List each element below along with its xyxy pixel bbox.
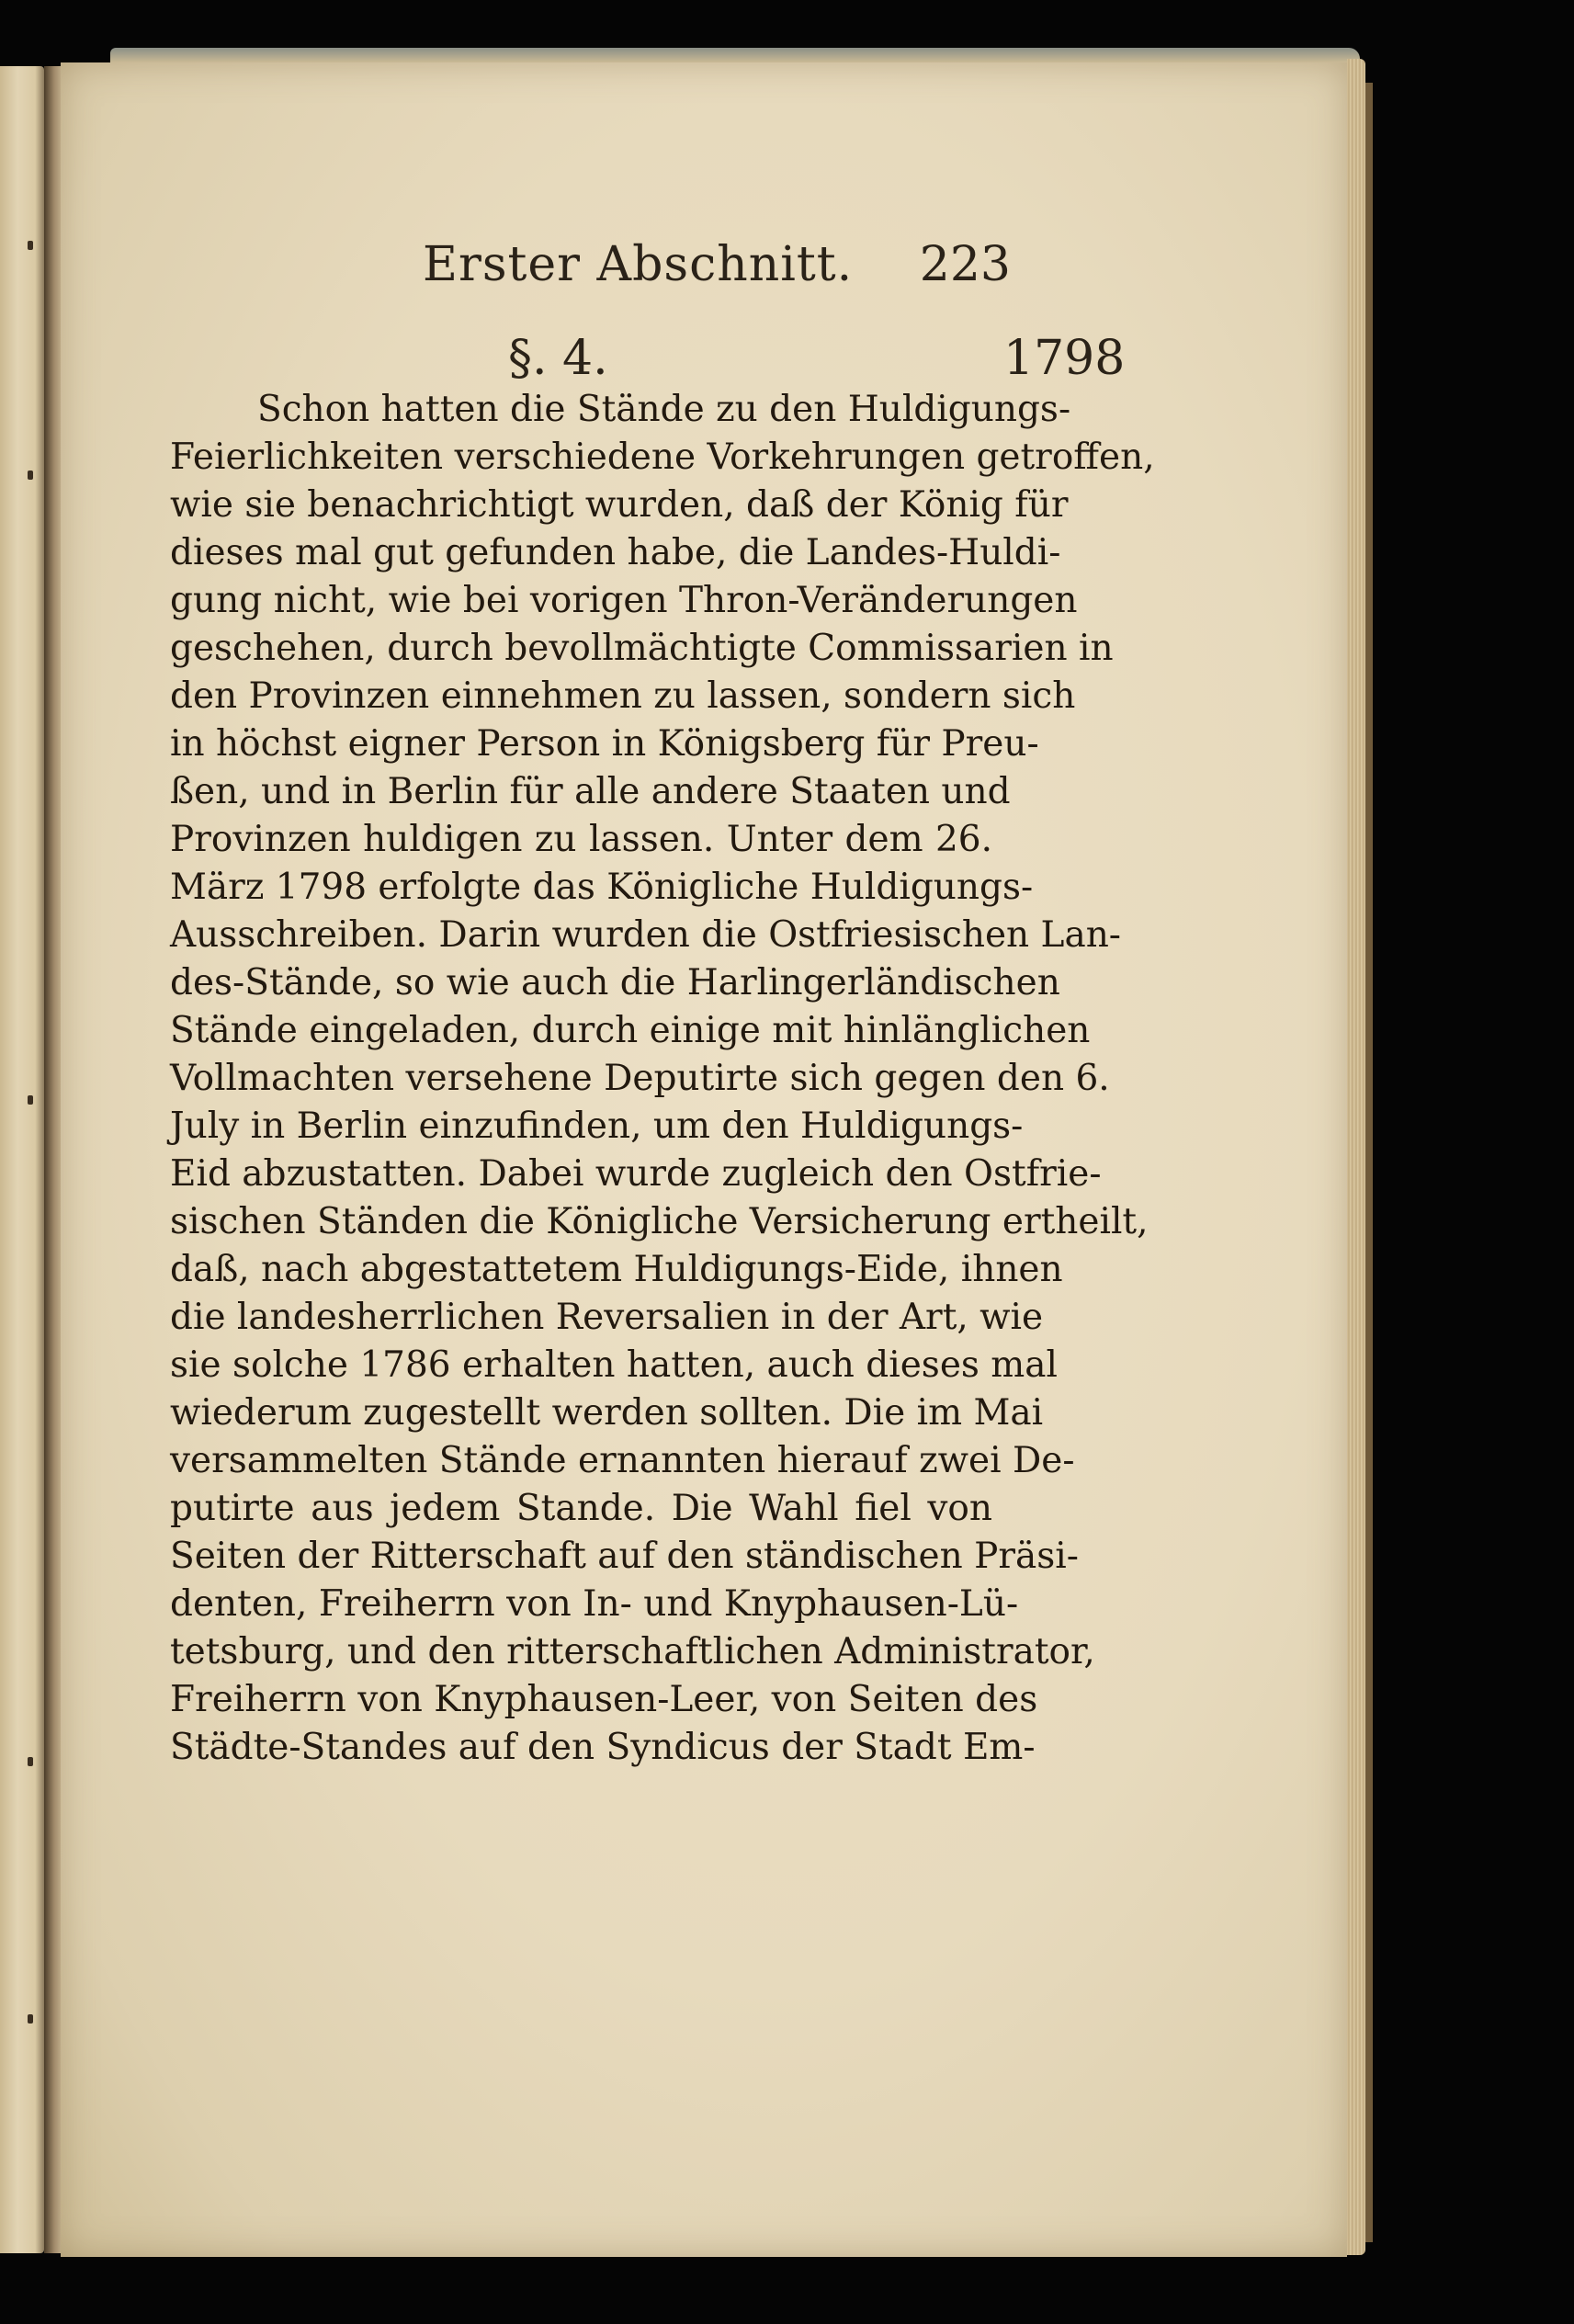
text-line: July in Berlin einzufinden, um den Huldigungs- — [170, 1105, 1024, 1147]
cover-edge — [1365, 83, 1373, 2242]
margin-mark — [28, 470, 33, 480]
text-line: Freiherrn von Knyphausen-Leer, von Seiten des — [170, 1679, 1038, 1720]
text-line: Feierlichkeiten verschiedene Vorkehrungen getroffen, — [170, 436, 1155, 478]
text-line: wie sie benachrichtigt wurden, daß der König für — [170, 484, 1069, 526]
text-line: März 1798 erfolgte das Königliche Huldigungs- — [170, 867, 1034, 908]
text-line: sie solche 1786 erhalten hatten, auch dieses mal — [170, 1344, 1059, 1386]
running-header-title: Erster Abschnitt. — [423, 237, 854, 292]
body-text — [170, 386, 1155, 1772]
text-line: putirte aus jedem Stande. Die Wahl fiel von — [170, 1488, 992, 1529]
text-line: daß, nach abgestattetem Huldigungs-Eide, ihnen — [170, 1249, 1063, 1290]
text-line: Städte-Standes auf den Syndicus der Stadt Em- — [170, 1727, 1036, 1768]
text-line: tetsburg, und den ritterschaftlichen Administrator, — [170, 1631, 1095, 1672]
facing-page-edge — [0, 66, 44, 2253]
text-line: Stände eingeladen, durch einige mit hinlänglichen — [170, 1010, 1091, 1051]
text-line: dieses mal gut gefunden habe, die Landes-Huldi- — [170, 532, 1061, 573]
margin-mark — [28, 241, 33, 250]
text-line: Seiten der Ritterschaft auf den ständischen Präsi- — [170, 1536, 1079, 1577]
text-line: gung nicht, wie bei vorigen Thron-Veränderungen — [170, 580, 1078, 621]
text-line: denten, Freiherrn von In- und Knyphausen-Lü- — [170, 1583, 1019, 1625]
margin-mark — [28, 1095, 33, 1105]
text-line: des-Stände, so wie auch die Harlingerländischen — [170, 962, 1060, 1003]
text-line: versammelten Stände ernannten hierauf zwei De- — [170, 1440, 1075, 1481]
text-line: die landesherrlichen Reversalien in der Art, wie — [170, 1297, 1044, 1338]
margin-year-note: 1798 — [1003, 331, 1126, 386]
text-line: in höchst eigner Person in Königsberg für Preu- — [170, 723, 1039, 765]
page-stack-edge — [1347, 59, 1365, 2255]
section-heading: §. 4. — [508, 331, 608, 386]
running-header — [423, 237, 1011, 311]
text-line: Schon hatten die Stände zu den Huldigungs- — [257, 389, 1071, 430]
page-number: 223 — [919, 237, 1011, 292]
text-line: Vollmachten versehene Deputirte sich gegen den 6. — [170, 1058, 1110, 1099]
margin-mark — [28, 2014, 33, 2024]
margin-mark — [28, 1757, 33, 1766]
text-line: den Provinzen einnehmen zu lassen, sondern sich — [170, 675, 1076, 717]
text-line: geschehen, durch bevollmächtigte Commissarien in — [170, 628, 1114, 669]
text-line: ßen, und in Berlin für alle andere Staaten und — [170, 771, 1011, 812]
text-line: Provinzen huldigen zu lassen. Unter dem 26. — [170, 819, 992, 860]
text-line: Eid abzustatten. Dabei wurde zugleich den Ostfrie- — [170, 1153, 1102, 1195]
text-line: Ausschreiben. Darin wurden die Ostfriesischen Lan- — [170, 914, 1121, 956]
text-line: wiederum zugestellt werden sollten. Die im Mai — [170, 1392, 1044, 1434]
text-line: sischen Ständen die Königliche Versicherung ertheilt, — [170, 1201, 1149, 1242]
